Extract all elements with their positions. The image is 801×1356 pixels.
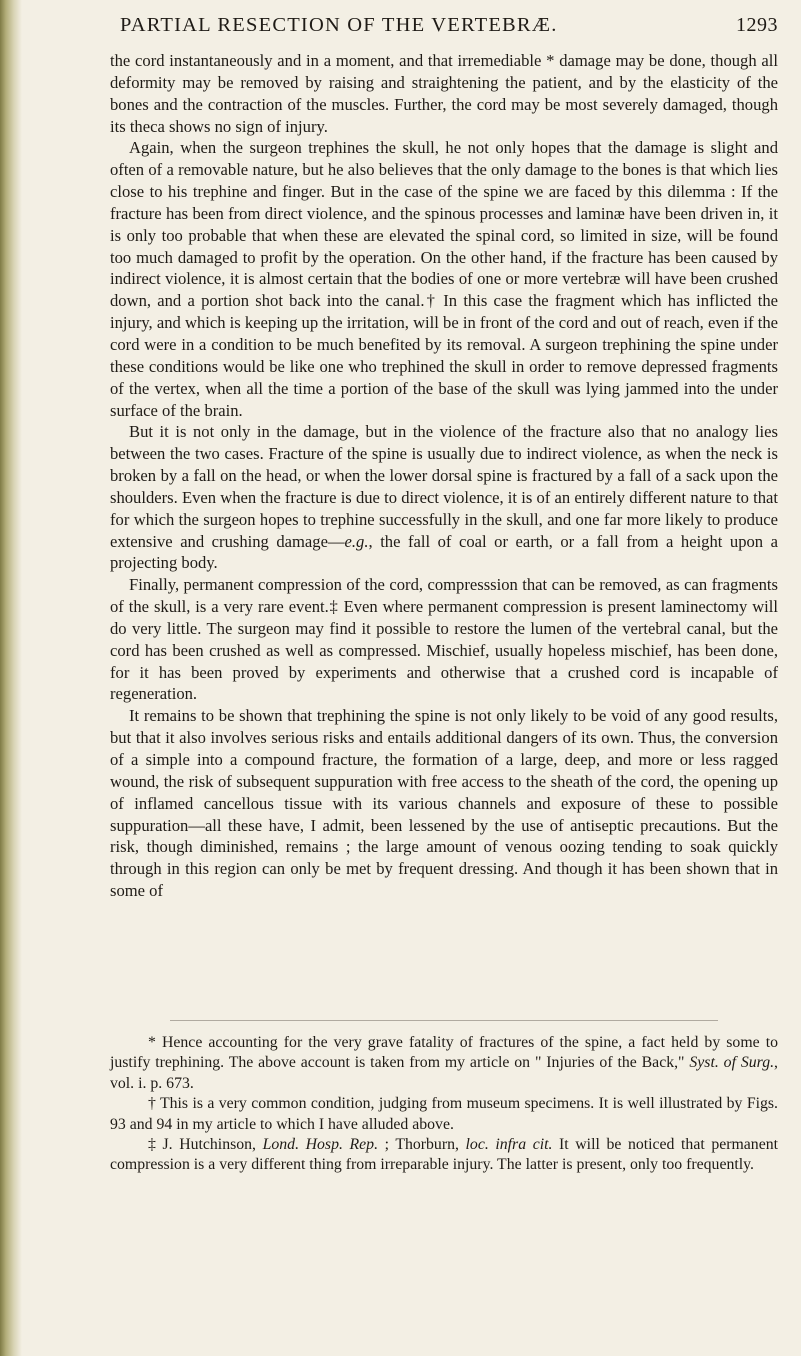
page-binding-shadow	[0, 0, 22, 1356]
paragraph-4-text-b: Even where permanent compression is present laminectomy will do very little. The surgeon may find it possible to restore the lumen of the vertebral canal, but the cord has been crushed as well as compressed. Mischief, usually hopeless mischief, has been done, for it has been proved by experiments and otherwise that a crushed cord is incapable of regeneration.	[110, 597, 779, 704]
footnote-1-journal: Syst. of Surg.	[689, 1054, 775, 1072]
footnote-3-text-c: It will be noticed that permanent compression is a very different thing from irreparable injury. The latter is present, only too frequently.	[110, 1136, 778, 1174]
paragraph-2	[110, 137, 778, 421]
paragraph-4-text-a: Finally, permanent compression of the cord, compresssion that can be removed, as can fragments of the skull, is a very rare event.	[110, 575, 778, 617]
paragraph-3-text-b: , the fall of coal or earth, or a fall from a height upon a projecting body.	[110, 531, 778, 573]
footnote-3-text-a: J. Hutchinson,	[162, 1136, 263, 1154]
paragraph-1-text: the cord instantaneously and in a moment, and that irremediable * damage may be done, though all deformity may be removed by raising and straightening the patient, and by the elasticity of the bones and the contraction of the muscles. Further, the cord may be most severely damaged, though its theca shows no sign of injury.	[110, 51, 778, 136]
running-head	[110, 14, 778, 44]
paragraph-3-text-a: But it is not only in the damage, but in the violence of the fracture also that no analogy lies between the two cases. Fracture of the spine is usually due to indirect violence, as when the neck is broken by a fall on the head, or when the lower dorsal spine is fractured by a fall of a sack upon the shoulders. Even when the fracture is due to direct violence, it is of an entirely different nature to that for which the surgeon hopes to trephine successfully in the skull, and one far more likely to produce extensive and crushing damage—	[110, 422, 778, 551]
footnote-1-mark: *	[148, 1034, 156, 1051]
body-text	[110, 50, 778, 902]
footnote-ref-dagger: †	[424, 291, 437, 311]
footnote-1-text-a: Hence accounting for the very grave fatality of fractures of the spine, a fact held by some to justify trephining. The above account is taken from my article on " Injuries of the Back,"	[110, 1034, 778, 1072]
page-number: 1293	[736, 14, 778, 36]
footnote-ref-double-dagger: ‡	[328, 597, 339, 617]
running-title: PARTIAL RESECTION OF THE VERTEBRÆ.	[120, 14, 558, 36]
paragraph-5	[110, 705, 778, 902]
paragraph-1	[110, 50, 778, 137]
paragraph-5-text: It remains to be shown that trephining the spine is not only likely to be void of any good results, but that it also involves serious risks and entails additional dangers of its own. Thus, the conversion of a simple into a compound fracture, the formation of a large, deep, and more or less ragged wound, the risk of subsequent suppuration with free access to the sheath of the cord, the opening up of inflamed cancellous tissue with its various channels and exposure of these to possible suppuration—all these have, I admit, been lessened by the use of antiseptic precautions. But the risk, though diminished, remains ; the large amount of venous oozing tending to soak quickly through in this region can only be met by frequent dressing. And though it has been shown that in some of	[110, 706, 778, 901]
footnote-1	[110, 1033, 778, 1094]
footnote-3-journal: Lond. Hosp. Rep.	[262, 1136, 379, 1154]
paragraph-2-text-b: In this case the fragment which has inflicted the injury, and which is keeping up the irritation, will be in front of the cord and out of reach, even if the cord were in a condition to be much benefited by its removal. A surgeon trephining the spine under these conditions would be like one who trephined the skull in order to remove depressed fragments of the vertex, when all the time a portion of the base of the skull was lying jammed into the under surface of the brain.	[110, 291, 779, 420]
footnote-2-mark: †	[148, 1095, 156, 1113]
footnote-3-text-b: ; Thorburn,	[378, 1136, 466, 1154]
footnote-divider	[170, 1020, 718, 1021]
footnote-2-text: This is a very common condition, judging from museum specimens. It is well illustrated by Figs. 93 and 94 in my article to which I have alluded above.	[110, 1095, 778, 1133]
footnote-1-text-b: , vol. i. p. 673.	[110, 1054, 778, 1092]
footnote-3	[110, 1135, 778, 1176]
footnote-2	[110, 1094, 778, 1135]
book-page	[110, 0, 778, 1356]
paragraph-3-eg: e.g.	[344, 531, 369, 551]
paragraph-2-text-a: Again, when the surgeon trephines the skull, he not only hopes that the damage is slight and often of a removable nature, but he also believes that the only damage to the bones is that which lies close to his trephine and finger. But in the case of the spine we are faced by this dilemma : If the fracture has been from direct violence, and the spinous processes and laminæ have been driven in, it is only too probable that when these are elevated the spinal cord, so limited in size, will be found too much damaged to profit by the operation. On the other hand, if the fracture has been caused by indirect violence, it is almost certain that the bodies of one or more vertebræ will have been crushed down, and a portion shot back into the canal.	[110, 138, 778, 311]
paragraph-4	[110, 574, 778, 705]
paragraph-3	[110, 421, 778, 574]
footnote-3-ref: loc. infra cit.	[465, 1136, 553, 1154]
footnotes	[110, 1033, 778, 1176]
footnote-3-mark: ‡	[148, 1136, 156, 1154]
